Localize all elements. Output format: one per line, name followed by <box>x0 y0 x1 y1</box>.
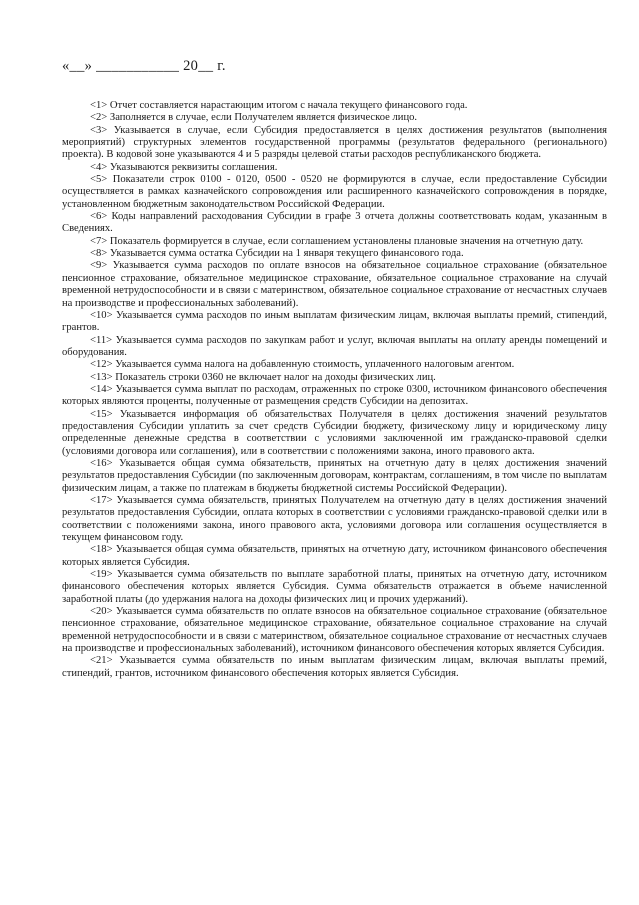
footnote: <8> Указывается сумма остатка Субсидии на 1 января текущего финансового года. <box>90 248 464 260</box>
footnote: <16> Указывается общая сумма обязательств, принятых на отчетную дату в целях достижения значений результатов предоставления Субсидии (по заключенным договорам, контрактам, соглашениям, в том числе по выплатам физическим лицам, а также по платежам в бюджеты бюджетной системы Российской Федерации). <box>62 457 607 494</box>
footnote: <20> Указывается сумма обязательств по оплате взносов на обязательное социальное страхование (обязательное пенсионное страхование, обязательное медицинское страхование, обязательное социальное страхование на случай временной нетрудоспособности и в связи с материнством, обязательное социальное страхование от несчастных случаев на производстве и профессиональных заболеваний), источником финансового обеспечения которых является Субсидия. <box>62 606 607 655</box>
footnote: <21> Указывается сумма обязательств по иным выплатам физическим лицам, включая выплаты премий, стипендий, грантов, источником финансового обеспечения которых является Субсидия. <box>62 655 607 679</box>
footnote: <7> Показатель формируется в случае, если соглашением установлены плановые значения на отчетную дату. <box>90 235 584 247</box>
footnote: <17> Указывается сумма обязательств, принятых Получателем на отчетную дату в целях достижения значений результатов предоставления Субсидии, оплата которых в соответствии с условиями гражданско-правовой сделки или в соответствии с положениями закона, иного правового акта, условиями договора или соглашения осуществляется в текущем финансовом году. <box>62 495 607 544</box>
footnote: <11> Указывается сумма расходов по закупкам работ и услуг, включая выплаты на оплату аренды помещений и оборудования. <box>62 334 607 358</box>
footnote: <1> Отчет составляется нарастающим итогом с начала текущего финансового года. <box>90 100 468 111</box>
footnote: <2> Заполняется в случае, если Получателем является физическое лицо. <box>90 112 418 124</box>
footnote: <9> Указывается сумма расходов по оплате взносов на обязательное социальное страхование (обязательное пенсионное страхование, обязательное медицинское страхование, обязательное социальное страхование на случай временной нетрудоспособности и в связи с материнством, обязательное социальное страхование от несчастных случаев на производстве и профессиональных заболеваний). <box>62 260 607 309</box>
footnote: <18> Указывается общая сумма обязательств, принятых на отчетную дату, источником финансового обеспечения которых является Субсидия. <box>62 544 607 568</box>
footnote: <4> Указываются реквизиты соглашения. <box>90 161 278 173</box>
footnote: <10> Указывается сумма расходов по иным выплатам физическим лицам, включая выплаты премий, стипендий, грантов. <box>62 309 607 334</box>
footnotes-list <box>62 100 607 680</box>
footnote: <12> Указывается сумма налога на добавленную стоимость, уплаченного налоговым агентом. <box>90 359 515 371</box>
date-line: «__» ___________ 20__ г. <box>62 58 226 74</box>
footnote: <19> Указывается сумма обязательств по выплате заработной платы, принятых на отчетную дату, источником финансового обеспечения которых является Субсидия. Сумма обязательств отражается в объеме начисленной заработной платы (до удержания налога на доходы физических лиц и прочих удержаний). <box>62 569 607 605</box>
footnote: <6> Коды направлений расходования Субсидии в графе 3 отчета должны соответствовать кодам, указанным в Сведениях. <box>62 211 607 235</box>
footnote: <13> Показатель строки 0360 не включает налог на доходы физических лиц. <box>90 371 436 383</box>
footnote: <5> Показатели строк 0100 - 0120, 0500 - 0520 не формируются в случае, если предоставление Субсидии осуществляется в рамках казначейского сопровождения или расширенного казначейского сопровождения в порядке, установленном бюджетным законодательством Российской Федерации. <box>62 174 607 210</box>
footnote: <3> Указывается в случае, если Субсидия предоставляется в целях достижения результатов (выполнения мероприятий) структурных элементов государственной программы (результатов федерального (регионального) проекта). В кодовой зоне указываются 4 и 5 разряды целевой статьи расходов республиканского бюджета. <box>62 124 607 161</box>
footnote: <15> Указывается информация об обязательствах Получателя в целях достижения значений результатов предоставления Субсидии уплатить за счет средств Субсидии бюджету, физическому лицу и юридическому лицу определенные денежные средства в соответствии с условиями заключенной им гражданско-правовой сделки (условиями договора или соглашения), или в соответствии с положениями закона, иного правового акта. <box>62 408 607 457</box>
footnote: <14> Указывается сумма выплат по расходам, отраженных по строке 0300, источником финансового обеспечения которых являются проценты, полученные от размещения средств Субсидии на депозитах. <box>62 383 607 408</box>
